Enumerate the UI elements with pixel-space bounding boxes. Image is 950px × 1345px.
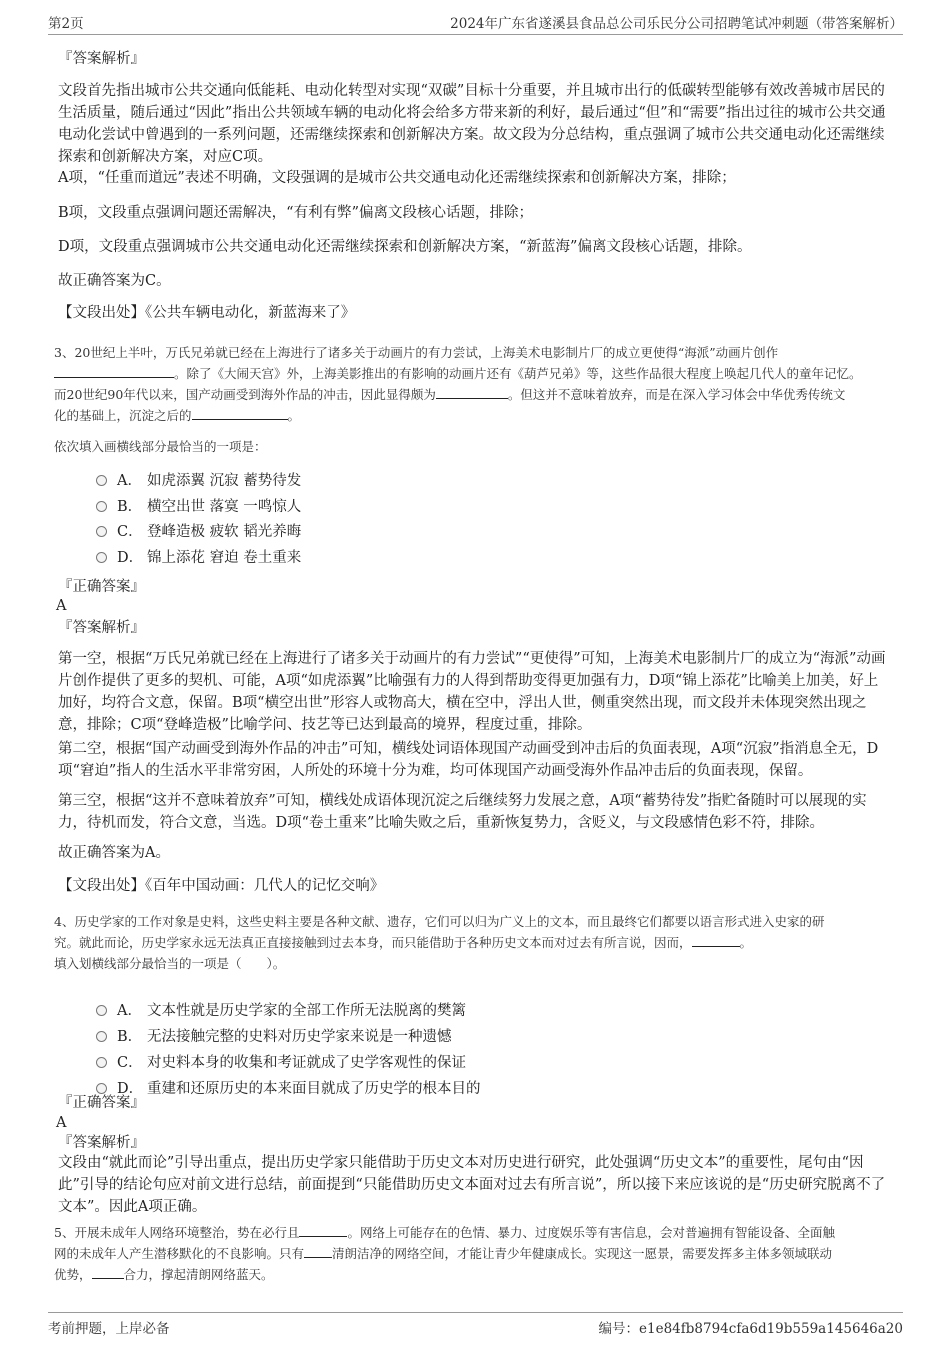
q3-option-a[interactable]: A． 如虎添翼 沉寂 蓄势待发 bbox=[96, 471, 301, 491]
footer-slogan: 考前押题，上岸必备 bbox=[48, 1321, 170, 1337]
radio-icon[interactable] bbox=[96, 501, 107, 512]
q2-conclusion: 故正确答案为C。 bbox=[58, 273, 171, 289]
q3-stem-part-4: 。但这并不意味着放弃，而是在深入学习体会中华优秀传统文 bbox=[507, 387, 846, 402]
q5-stem-part-2: 。网络上可能存在的色情、暴力、过度娱乐等有害信息，会对普遍拥有智能设备、全面触 bbox=[347, 1225, 835, 1240]
q3-blank-1 bbox=[54, 364, 174, 378]
q5-stem-part-6: 合力，撑起清朗网络蓝天。 bbox=[123, 1267, 274, 1282]
q5-stem-part-3: 网的未成年人产生潜移默化的不良影响。只有 bbox=[54, 1246, 305, 1261]
q3-stem-part-6: 。 bbox=[287, 408, 301, 423]
q2-analysis: 文段首先指出城市公共交通向低能耗、电动化转型对实现“双碳”目标十分重要，并且城市出行的低碳转型能够有效改善城市居民的生活质量，随后通过“因此”指出公共领域车辆的电动化将会给多方带来新的利好，最后通过“但”和“需要”指出过往的城市公共交通电动化尝试中曾遇到的一系列问题，还需继续探索和创新解决方案。故文段为分总结构，重点强调了城市公共交通电动化还需继续探索和创新解决方案，对应C项。 bbox=[58, 83, 886, 165]
q5-blank-2 bbox=[304, 1244, 332, 1258]
q3-answer-label: 『正确答案』 bbox=[58, 579, 145, 595]
q4-stem bbox=[54, 911, 894, 974]
q2-analysis-label: 『答案解析』 bbox=[58, 51, 145, 67]
q3-analysis-2: 第二空，根据“国产动画受到海外作品的冲击”可知，横线处词语体现国产动画受到冲击后的负面表现，A项“沉寂”指消息全无，D项“窘迫”指人的生活水平非常穷困，人所处的环境十分为难，均可体现国产动画受海外作品冲击后的负面表现，保留。 bbox=[58, 741, 879, 779]
q3-stem bbox=[54, 342, 894, 426]
q4-answer: A bbox=[56, 1115, 67, 1131]
page-number: 第2页 bbox=[48, 16, 84, 32]
q3-analysis-label: 『答案解析』 bbox=[58, 620, 145, 636]
q2-source: 【文段出处】《公共车辆电动化，新蓝海来了》 bbox=[58, 305, 356, 321]
page-footer bbox=[48, 1312, 903, 1335]
q3-stem-part-1: 3、20世纪上半叶，万氏兄弟就已经在上海进行了诸多关于动画片的有力尝试，上海美术电影制片厂的成立更使得“海派”动画片创作 bbox=[54, 345, 779, 360]
q4-option-b[interactable]: B． 无法接触完整的史料对历史学家来说是一种遗憾 bbox=[96, 1027, 452, 1047]
q3-source: 【文段出处】《百年中国动画：几代人的记忆交响》 bbox=[58, 878, 385, 894]
q3-conclusion: 故正确答案为A。 bbox=[58, 845, 170, 861]
q4-stem-part-2: 究。就此而论，历史学家永远无法真正直接接触到过去本身，而只能借助于各种历史文本而对过去有所言说，因而， bbox=[54, 935, 692, 950]
q4-option-a[interactable]: A． 文本性就是历史学家的全部工作所无法脱离的樊篱 bbox=[96, 1001, 466, 1021]
q4-analysis-label: 『答案解析』 bbox=[58, 1135, 145, 1151]
page-header bbox=[48, 12, 903, 35]
q4-stem-part-1: 4、历史学家的工作对象是史料，这些史料主要是各种文献、遗存，它们可以归为广义上的文本，而且最终它们都要以语言形式进入史家的研 bbox=[54, 914, 825, 929]
q5-blank-3 bbox=[92, 1265, 124, 1279]
q5-blank-1 bbox=[299, 1223, 347, 1237]
q3-blank-3 bbox=[192, 406, 288, 420]
q3-answer: A bbox=[56, 598, 67, 614]
q3-blank-2 bbox=[436, 385, 508, 399]
q5-stem-part-1: 5、开展未成年人网络环境整治，势在必行且 bbox=[54, 1225, 300, 1240]
q2-analysis-option-a: A项，“任重而道远”表述不明确，文段强调的是城市公共交通电动化还需继续探索和创新解决方案，排除； bbox=[58, 170, 736, 186]
q2-analysis-option-b: B项，文段重点强调问题还需解决，“有利有弊”偏离文段核心话题，排除； bbox=[58, 205, 533, 221]
q4-stem-part-3: 。 bbox=[739, 935, 753, 950]
q3-stem-part-2: 。除了《大闹天宫》外，上海美影推出的有影响的动画片还有《葫芦兄弟》等，这些作品很大程度上唤起几代人的童年记忆。 bbox=[174, 366, 862, 381]
q5-stem bbox=[54, 1222, 894, 1285]
radio-icon[interactable] bbox=[96, 1057, 107, 1068]
q4-option-c[interactable]: C． 对史料本身的收集和考证就成了史学客观性的保证 bbox=[96, 1053, 466, 1073]
q3-stem-part-3: 而20世纪90年代以来，国产动画受到海外作品的冲击，因此显得颇为 bbox=[54, 387, 436, 402]
q4-blank bbox=[692, 933, 740, 947]
radio-icon[interactable] bbox=[96, 526, 107, 537]
q3-instruction: 依次填入画横线部分最恰当的一项是： bbox=[54, 439, 267, 454]
q3-stem-part-5: 化的基础上，沉淀之后的 bbox=[54, 408, 192, 423]
q3-option-b[interactable]: B． 横空出世 落寞 一鸣惊人 bbox=[96, 497, 301, 517]
radio-icon[interactable] bbox=[96, 475, 107, 486]
q3-analysis-1: 第一空，根据“万氏兄弟就已经在上海进行了诸多关于动画片的有力尝试”“更使得”可知，上海美术电影制片厂的成立为“海派”动画片创作提供了更多的契机、可能，A项“如虎添翼”比喻强有力的人得到帮助变得更加强有力，D项“锦上添花”比喻美上加美，好上加好，均符合文意，保留。B项“横空出世”形容人或物高大，横在空中，浮出人世，侧重突然出现，而文段并未体现突然出现之意，排除；C项“登峰造极”比喻学问、技艺等已达到最高的境界，程度过重，排除。 bbox=[58, 651, 886, 733]
q4-option-d[interactable]: D． 重建和还原历史的本来面目就成了历史学的根本目的 bbox=[96, 1079, 481, 1099]
q5-stem-part-5: 优势， bbox=[54, 1267, 92, 1282]
q4-answer-label: 『正确答案』 bbox=[58, 1095, 145, 1111]
q2-analysis-option-d: D项，文段重点强调城市公共交通电动化还需继续探索和创新解决方案，“新蓝海”偏离文段核心话题，排除。 bbox=[58, 239, 752, 255]
radio-icon[interactable] bbox=[96, 1031, 107, 1042]
q3-analysis-3: 第三空，根据“这并不意味着放弃”可知，横线处成语体现沉淀之后继续努力发展之意，A项“蓄势待发”指贮备随时可以展现的实力，待机而发，符合文意，当选。D项“卷土重来”比喻失败之后，重新恢复势力，含贬义，与文段感情色彩不符，排除。 bbox=[58, 793, 867, 831]
q4-instruction: 填入划横线部分最恰当的一项是（ ）。 bbox=[54, 956, 286, 971]
q4-analysis: 文段由“就此而论”引导出重点，提出历史学家只能借助于历史文本对历史进行研究，此处强调“历史文本”的重要性，尾句由“因此”引导的结论句应对前文进行总结，前面提到“只能借助历史文本面对过去有所言说”，所以接下来应该说的是“历史研究脱离不了文本”。因此A项正确。 bbox=[58, 1155, 886, 1215]
document-code: 编号：e1e84fb8794cfa6d19b559a145646a20 bbox=[598, 1321, 903, 1337]
q5-stem-part-4: 清朗洁净的网络空间，才能让青少年健康成长。实现这一愿景，需要发挥多主体多领域联动 bbox=[332, 1246, 833, 1261]
document-title: 2024年广东省遂溪县食品总公司乐民分公司招聘笔试冲刺题（带答案解析） bbox=[450, 16, 903, 32]
radio-icon[interactable] bbox=[96, 552, 107, 563]
radio-icon[interactable] bbox=[96, 1005, 107, 1016]
q3-option-c[interactable]: C． 登峰造极 疲软 韬光养晦 bbox=[96, 522, 301, 542]
q3-option-d[interactable]: D． 锦上添花 窘迫 卷土重来 bbox=[96, 548, 301, 568]
